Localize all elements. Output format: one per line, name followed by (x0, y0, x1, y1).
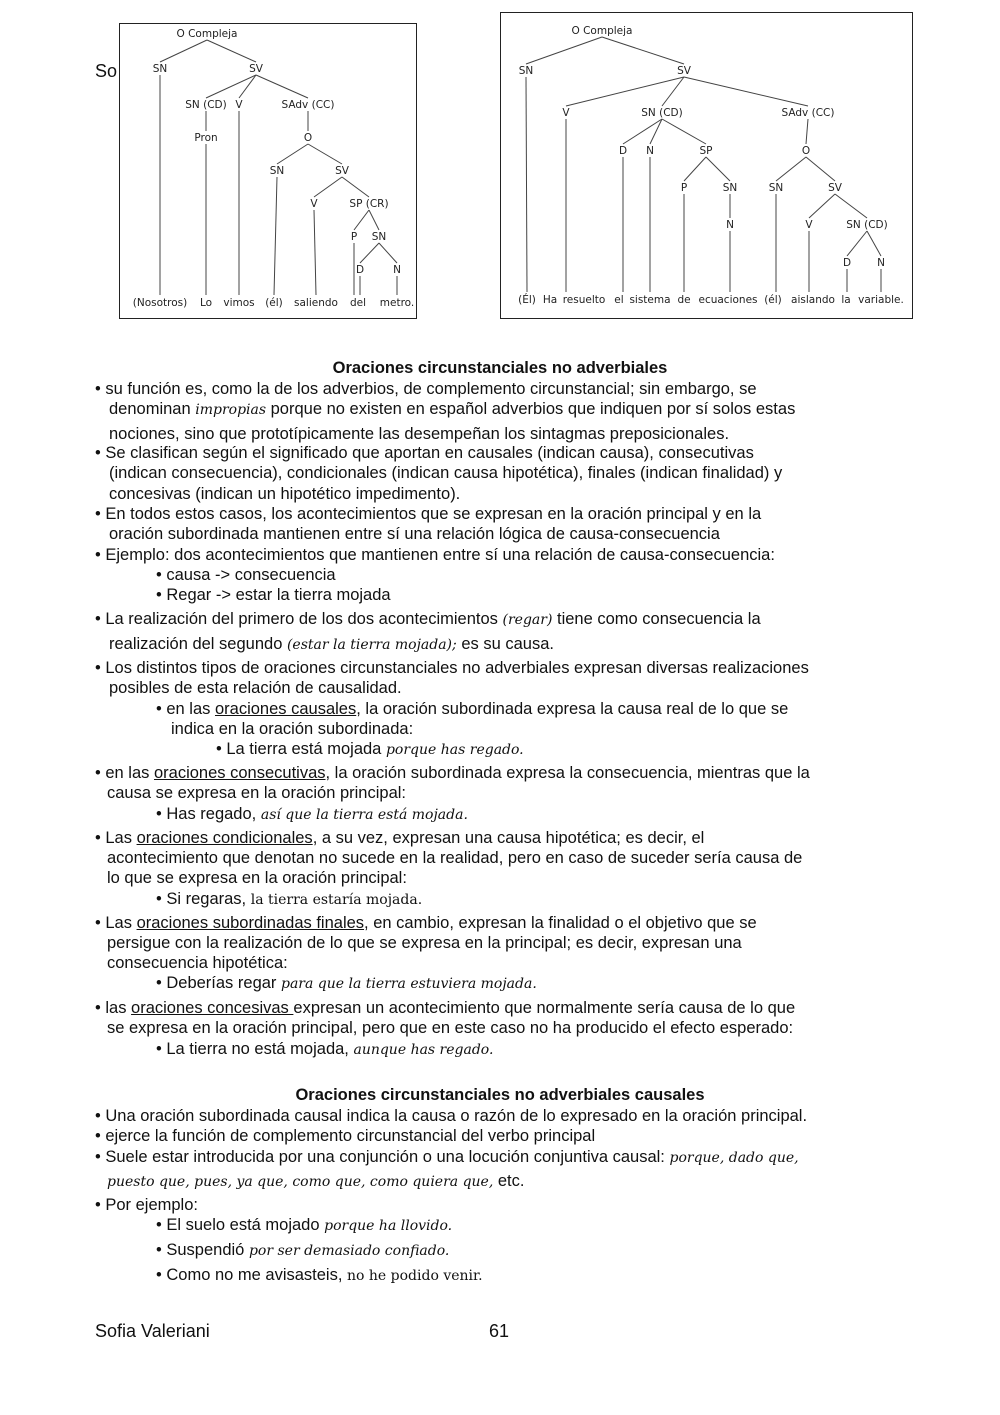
tree-left-node-label: O Compleja (176, 28, 238, 40)
tree-left-node-label: SN (152, 63, 168, 75)
bullet-concesivas: • las oraciones concesivas expresan un acontecimiento que normalmente sería causa de lo que (95, 999, 796, 1017)
footer-author: Sofia Valeriani (95, 1321, 210, 1341)
tree-left-branch (314, 177, 342, 197)
tree-right-branch (566, 77, 684, 106)
bullet-realizacion: • La realización del primero de los dos acontecimientos (regar) tiene como consecuencia la (95, 610, 761, 628)
tree-right-word: resuelto (562, 294, 606, 306)
tree-right-node-label: D (842, 257, 852, 269)
bullet-por-ejemplo: • Por ejemplo: (95, 1196, 198, 1214)
tree-right-word: (él) (764, 294, 782, 306)
tree-right-node-label: SV (677, 65, 691, 77)
tree-right-node-label: V (562, 107, 570, 119)
bullet-finales-cont: persigue con la realización de lo que se expresa en la principal; es decir, expresan una (107, 934, 742, 952)
tree-right-word: variable. (858, 294, 904, 306)
bullet-casos-cont: oración subordinada mantienen entre sí una relación lógica de causa-consecuencia (109, 525, 720, 543)
syntax-tree-left (119, 23, 417, 319)
bullet-tipos: • Los distintos tipos de oraciones circunstanciales no adverbiales expresan diversas realizaciones (95, 659, 809, 677)
example-causal-2: • Suspendió por ser demasiado confiado. (156, 1241, 450, 1259)
footer-page-number: 61 (489, 1321, 510, 1341)
tree-right-branch (867, 231, 881, 256)
tree-left-node-label: SN (269, 165, 285, 177)
example-final: • Deberías regar para que la tierra estuviera mojada. (156, 974, 537, 992)
bullet-condicionales-cont2: lo que se expresa en la oración principal: (107, 869, 407, 887)
bullet-funcion: • su función es, como la de los adverbios, de complemento circunstancial; sin embargo, se (95, 380, 757, 398)
bullet-concesivas-cont: se expresa en la oración principal, pero que en este caso no ha producido el efecto esperado: (107, 1019, 794, 1037)
tree-right-node-label: N (646, 145, 654, 157)
bullet-casos: • En todos estos casos, los acontecimientos que se expresan en la oración principal y en la (95, 505, 762, 523)
tree-left-node-label: O (303, 132, 313, 144)
tree-left-node-label: D (355, 264, 365, 276)
bullet-ejemplo: • Ejemplo: dos acontecimientos que mantienen entre sí una relación de causa-consecuencia: (95, 546, 775, 564)
tree-right-node-label: O (801, 145, 811, 157)
tree-right-node-label: SN (722, 182, 738, 194)
bullet-causal-introducida: • Suele estar introducida por una conjunción o una locución conjuntiva causal: porque, dado que, (95, 1148, 799, 1166)
tree-left-branch (354, 210, 369, 230)
example-consecutiva: • Has regado, así que la tierra está mojada. (156, 805, 468, 823)
tree-left-branch (206, 75, 256, 98)
tree-right-node-label: SAdv (CC) (781, 107, 835, 119)
tree-left-word: saliendo (294, 297, 338, 309)
bullet-condicionales: • Las oraciones condicionales, a su vez, expresan una causa hipotética; es decir, el (95, 829, 705, 847)
tree-left-branch (207, 40, 256, 62)
tree-right-node-label: O Compleja (571, 25, 633, 37)
tree-right-node-label: N (726, 219, 734, 231)
tree-left-branch (308, 144, 342, 164)
tree-right-node-label: N (877, 257, 885, 269)
syntax-tree-right (500, 12, 913, 319)
tree-right-branch (806, 157, 835, 181)
tree-left-branch (274, 177, 277, 295)
tree-left-node-label: SN (CD) (185, 99, 227, 111)
tree-left-node-label: P (350, 231, 358, 243)
tree-right-word: ecuaciones (698, 294, 758, 306)
tree-left-branch (379, 243, 397, 263)
sub-bullet-causales-cont: indica en la oración subordinada: (171, 720, 414, 738)
tree-right-word: (Él) (518, 294, 536, 306)
tree-left-node-label: N (393, 264, 401, 276)
tree-left-word: metro. (379, 297, 415, 309)
tree-left-node-label: V (310, 198, 318, 210)
tree-right-branch (662, 119, 706, 144)
tree-right-branch (776, 157, 806, 181)
bullet-tipos-cont: posibles de esta relación de causalidad. (109, 679, 402, 697)
tree-left-branch (256, 75, 308, 98)
tree-left-node-label: SN (371, 231, 387, 243)
tree-right-node-label: D (618, 145, 628, 157)
tree-left-node-label: V (235, 99, 243, 111)
tree-right-branch (526, 77, 527, 292)
tree-right-branch (806, 119, 808, 144)
sub-bullet-regar: • Regar -> estar la tierra mojada (156, 586, 391, 604)
bullet-clasifican-cont: (indican consecuencia), condicionales (indican causa hipotética), finales (indican finalidad) y (109, 464, 783, 482)
sub-bullet-causales: • en las oraciones causales, la oración subordinada expresa la causa real de lo que se (156, 700, 789, 718)
example-causal: • La tierra está mojada porque has regado. (216, 740, 524, 758)
tree-right-node-label: SP (699, 145, 713, 157)
tree-right-node-label: SV (828, 182, 842, 194)
tree-right-node-label: V (805, 219, 813, 231)
tree-right-word: sistema (629, 294, 671, 306)
bullet-funcion-cont: denominan impropias porque no existen en español adverbios que indiquen por sí solos estas (109, 400, 796, 418)
tree-right-branch (847, 231, 867, 256)
bullet-consecutivas: • en las oraciones consecutivas, la oración subordinada expresa la consecuencia, mientras que la (95, 764, 810, 782)
example-condicional: • Si regaras, la tierra estaría mojada. (156, 890, 423, 908)
tree-left-node-label: SAdv (CC) (281, 99, 335, 111)
tree-left-branch (160, 40, 207, 62)
bullet-finales: • Las oraciones subordinadas finales, en cambio, expresan la finalidad o el objetivo que se (95, 914, 757, 932)
tree-left-branch (277, 144, 308, 164)
syntax-tree-left-svg (120, 24, 416, 318)
bullet-causal-introducida-cont: puesto que, pues, ya que, como que, como quiera que, etc. (107, 1172, 525, 1190)
example-causal-1: • El suelo está mojado porque ha llovido. (156, 1216, 453, 1234)
example-concesiva: • La tierra no está mojada, aunque has regado. (156, 1040, 494, 1058)
bullet-condicionales-cont: acontecimiento que denotan no sucede en la realidad, pero en caso de suceder sería causa de (107, 849, 803, 867)
tree-left-word: (él) (265, 297, 283, 309)
tree-right-node-label: SN (768, 182, 784, 194)
section-title-circunstanciales: Oraciones circunstanciales no adverbiales (332, 359, 668, 377)
example-causal-3: • Como no me avisasteis, no he podido venir. (156, 1266, 483, 1284)
bullet-consecutivas-cont: causa se expresa en la oración principal: (107, 784, 407, 802)
tree-left-node-label: SV (249, 63, 263, 75)
tree-left-node-label: SP (CR) (349, 198, 389, 210)
tree-left-node-label: SV (335, 165, 349, 177)
tree-left-node-label: Pron (194, 132, 218, 144)
tree-right-branch (809, 194, 835, 218)
tree-right-node-label: P (680, 182, 688, 194)
tree-right-word: la (841, 294, 851, 306)
tree-right-word: Ha (542, 294, 558, 306)
syntax-tree-right-svg (501, 13, 912, 318)
tree-right-word: aislando (791, 294, 835, 306)
tree-right-word: de (677, 294, 691, 306)
bullet-funcion-cont2: nociones, sino que prototípicamente las desempeñan los sintagmas preposicionales. (109, 425, 730, 443)
tree-right-branch (684, 157, 706, 181)
tree-right-branch (684, 77, 808, 106)
tree-right-branch (835, 194, 867, 218)
tree-left-branch (360, 243, 379, 263)
tree-right-branch (706, 157, 730, 181)
bullet-realizacion-cont: realización del segundo (estar la tierra mojada); es su causa. (109, 635, 554, 653)
section-title-causales: Oraciones circunstanciales no adverbiales causales (295, 1086, 705, 1104)
bullet-clasifican: • Se clasifican según el significado que aportan en causales (indican causa), consecutivas (95, 444, 754, 462)
bullet-causal-funcion: • ejerce la función de complemento circunstancial del verbo principal (95, 1127, 596, 1145)
tree-left-word: Lo (199, 297, 213, 309)
bullet-finales-cont2: consecuencia hipotética: (107, 954, 288, 972)
tree-right-node-label: SN (CD) (641, 107, 683, 119)
tree-right-branch (602, 37, 684, 64)
tree-left-word: vimos (223, 297, 255, 309)
tree-left-word: del (349, 297, 367, 309)
tree-left-branch (314, 210, 316, 295)
header-fragment: So (95, 61, 118, 81)
sub-bullet-causa: • causa -> consecuencia (156, 566, 336, 584)
tree-right-branch (526, 37, 602, 64)
tree-left-branch (369, 210, 379, 230)
tree-right-node-label: SN (CD) (846, 219, 888, 231)
tree-right-word: el (614, 294, 624, 306)
tree-right-node-label: SN (518, 65, 534, 77)
tree-left-word: (Nosotros) (132, 297, 188, 309)
bullet-causal-indica: • Una oración subordinada causal indica la causa o razón de lo expresado en la oración principal. (95, 1107, 808, 1125)
bullet-clasifican-cont2: concesivas (indican un hipotético impedimento). (109, 485, 461, 503)
tree-left-branch (342, 177, 369, 197)
